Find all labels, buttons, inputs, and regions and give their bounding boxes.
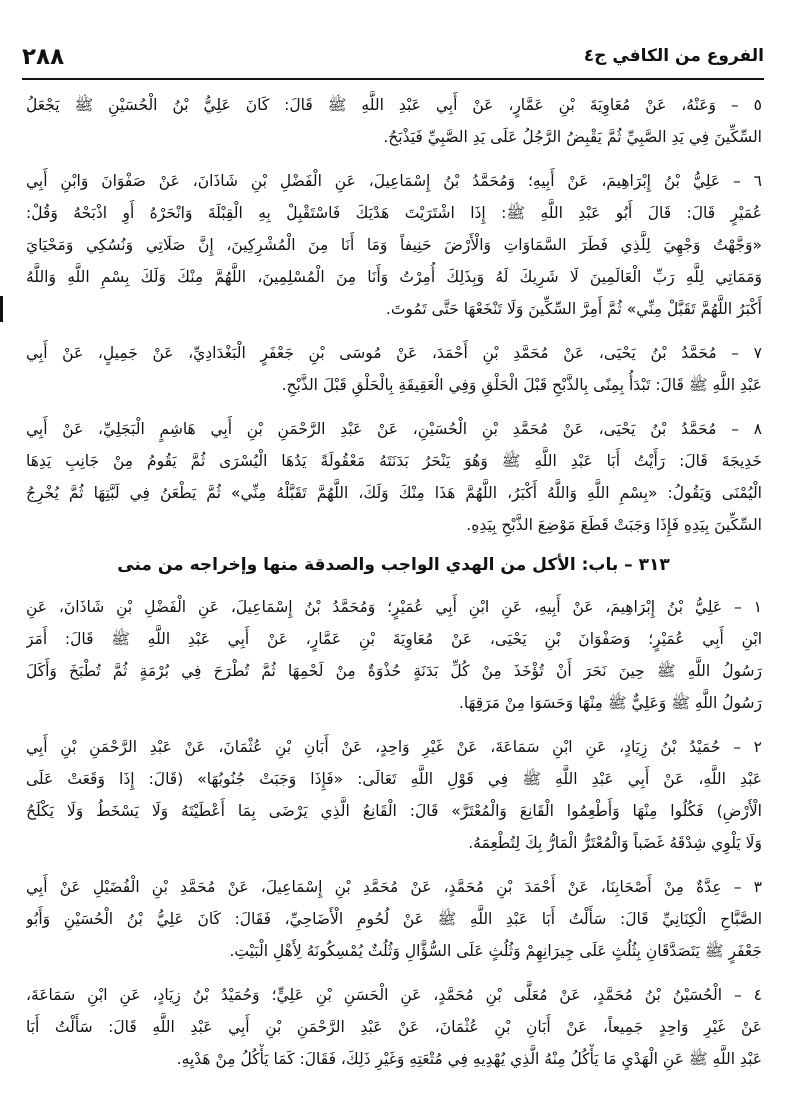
text-line: ٤ – الْحُسَيْنُ بْنُ مُحَمَّدٍ، عَنْ مُعَلَّى بْنِ مُحَمَّدٍ، عَنِ الْحَسَنِ بْنِ عَلِيٍّ؛ وَحُمَيْدُ بْنُ زِيَادٍ، عَنِ ابْنِ سَمَاعَةَ، <box>26 986 762 1004</box>
text-line: رَسُولُ اللَّهِ ﷺ حِينَ نَحَرَ أَنْ تُؤْخَذَ مِنْ كُلِّ بَدَنَةٍ حُذْوَةٌ مِنْ لَحْمِهَا ثُمَّ تُطْرَحَ فِي بُرْمَةٍ ثُمَّ تُطْبَخَ وَأَكَلَ <box>26 662 762 680</box>
chapter-heading: ٣١٣ – باب: الأكل من الهدي الواجب والصدقة منها وإخراجه من منى <box>117 555 670 575</box>
text-line: الْيُمْنَى وَيَقُولُ: «بِسْمِ اللَّهِ وَاللَّهُ أَكْبَرُ، اللَّهُمَّ هَذَا مِنْكَ وَلَكَ، اللَّهُمَّ تَقَبَّلْهُ مِنِّي» ثُمَّ يَطْعَنُ فِي لَبَّتِهَا ثُمَّ يُخْرِجُ <box>26 484 762 502</box>
text-line: ابْنِ أَبِي عُمَيْرٍ؛ وَصَفْوَانَ بْنِ يَحْيَى، عَنْ مُعَاوِيَةَ بْنِ عَمَّارٍ، عَنْ أَبِي عَبْدِ اللَّهِ ﷺ قَالَ: أَمَرَ <box>26 630 762 648</box>
text-line: ١ – عَلِيُّ بْنُ إِبْرَاهِيمَ، عَنْ أَبِيهِ، عَنِ ابْنِ أَبِي عُمَيْرٍ؛ وَمُحَمَّدُ بْنُ إِسْمَاعِيلَ، عَنِ الْفَضْلِ بْنِ شَاذَانَ، عَنِ <box>26 598 762 616</box>
text-line: خَدِيجَةَ قَالَ: رَأَيْتُ أَبَا عَبْدِ اللَّهِ ﷺ وَهُوَ يَنْحَرُ بَدَنَتَهُ مَعْقُولَةً يَدُهَا الْيُسْرَى ثُمَّ يَقُومُ مِنْ جَانِبِ يَدِهَا <box>26 452 762 470</box>
text-line: السِّكِّينَ فِي يَدِ الصَّبِيِّ ثُمَّ يَقْبِضُ الرَّجُلُ عَلَى يَدِ الصَّبِيِّ فَيَذْبَحُ. <box>383 128 762 146</box>
text-line: رَسُولُ اللَّهِ ﷺ وَعَلِيٌّ ﷺ مِنْهَا وَحَسَوَا مِنْ مَرَقِهَا. <box>458 694 762 712</box>
text-line: عَبْدِ اللَّهِ، عَنْ أَبِي عَبْدِ اللَّهِ ﷺ فِي قَوْلِ اللَّهِ تَعَالَى: «فَإِذَا وَجَبَتْ جُنُوبُهَا» (قَالَ: إِذَا وَقَعَتْ عَلَى <box>26 770 762 788</box>
text-line: عَبْدِ اللَّهِ ﷺ قَالَ: تَبْدَأُ بِمِنًى بِالذَّبْحِ قَبْلَ الْحَلْقِ وَفِي الْعَقِيقَةِ بِالْحَلْقِ قَبْلَ الذَّبْحِ. <box>281 376 762 394</box>
text-line: الْأَرْضِ) فَكُلُوا مِنْهَا وَأَطْعِمُوا الْقَانِعَ وَالْمُعْتَرَّ» قَالَ: الْقَانِعُ الَّذِي يَرْضَى بِمَا أَعْطَيْتَهُ وَلَا يَسْخَطُ وَلَا يَكْلَحُ <box>26 802 762 820</box>
text-line: ٥ – وَعَنْهُ، عَنْ مُعَاوِيَةَ بْنِ عَمَّارٍ، عَنْ أَبِي عَبْدِ اللَّهِ ﷺ قَالَ: كَانَ عَلِيُّ بْنُ الْحُسَيْنِ ﷺ يَجْعَلُ <box>26 96 762 114</box>
text-line: السِّكِّينَ بِيَدِهِ فَإِذَا وَجَبَتْ قَطَعَ مَوْضِعَ الذَّبْحِ بِيَدِهِ. <box>466 516 762 534</box>
running-title: الفروع من الكافي ج٤ <box>583 46 764 66</box>
text-line: أَكْبَرُ اللَّهُمَّ تَقَبَّلْ مِنِّي» ثُمَّ أَمِرَّ السِّكِّينَ وَلَا تَنْخَعْهَا حَتَّى تَمُوتَ. <box>385 300 762 318</box>
text-line: الصَّبَّاحِ الْكِنَانِيِّ قَالَ: سَأَلْتُ أَبَا عَبْدِ اللَّهِ ﷺ عَنْ لُحُومِ الْأَضَاحِيِّ، فَقَالَ: كَانَ عَلِيُّ بْنُ الْحُسَيْنِ وَأَبُو <box>26 910 762 928</box>
text-line: ٢ – حُمَيْدُ بْنُ زِيَادٍ، عَنِ ابْنِ سَمَاعَةَ، عَنْ غَيْرِ وَاحِدٍ، عَنْ أَبَانِ بْنِ عُثْمَانَ، عَنْ عَبْدِ الرَّحْمَنِ بْنِ أَبِي <box>26 738 762 756</box>
text-line: ٣ – عِدَّةٌ مِنْ أَصْحَابِنَا، عَنْ أَحْمَدَ بْنِ مُحَمَّدٍ، عَنْ مُحَمَّدِ بْنِ إِسْمَاعِيلَ، عَنْ مُحَمَّدِ بْنِ الْفُضَيْلِ عَنْ أَبِي <box>26 878 762 896</box>
text-line: عُمَيْرٍ قَالَ: قَالَ أَبُو عَبْدِ اللَّهِ ﷺ: إِذَا اشْتَرَيْتَ هَدْيَكَ فَاسْتَقْبِلْ بِهِ الْقِبْلَةَ وَانْحَرْهُ أَوِ اذْبَحْهُ وَقُلْ: <box>26 204 762 222</box>
text-line: ٨ – مُحَمَّدُ بْنُ يَحْيَى، عَنْ مُحَمَّدِ بْنِ الْحُسَيْنِ، عَنْ عَبْدِ الرَّحْمَنِ بْنِ أَبِي هَاشِمٍ الْبَجَلِيِّ، عَنْ أَبِي <box>26 420 762 438</box>
text-line: ٦ – عَلِيُّ بْنُ إِبْرَاهِيمَ، عَنْ أَبِيهِ؛ وَمُحَمَّدُ بْنُ إِسْمَاعِيلَ، عَنِ الْفَضْلِ بْنِ شَاذَانَ، عَنْ صَفْوَانَ وَابْنِ أَبِي <box>26 172 762 190</box>
margin-mark <box>0 296 3 322</box>
text-line: ٧ – مُحَمَّدُ بْنُ يَحْيَى، عَنْ مُحَمَّدِ بْنِ أَحْمَدَ، عَنْ مُوسَى بْنِ جَعْفَرٍ الْبَغْدَادِيِّ، عَنْ جَمِيلٍ، عَنْ أَبِي <box>26 344 762 362</box>
text-line: جَعْفَرٍ ﷺ يَتَصَدَّقَانِ بِثُلُثٍ عَلَى جِيرَانِهِمْ وَثُلُثٍ عَلَى السُّؤَّالِ وَثُلُثٌ يُمْسِكُونَهُ لِأَهْلِ الْبَيْتِ. <box>229 942 762 960</box>
text-line: عَنْ غَيْرِ وَاحِدٍ جَمِيعاً، عَنْ أَبَانِ بْنِ عُثْمَانَ، عَنْ عَبْدِ الرَّحْمَنِ بْنِ أَبِي عَبْدِ اللَّهِ قَالَ: سَأَلْتُ أَبَا <box>26 1018 762 1036</box>
text-line: وَلَا يَلْوِي شِدْقَهُ غَضَباً وَالْمُعْتَرُّ الْمَارُّ بِكَ لِتُطْعِمَهُ. <box>468 834 762 852</box>
header-divider <box>22 78 764 80</box>
text-line: عَبْدِ اللَّهِ ﷺ عَنِ الْهَدْيِ مَا يَأْكُلُ مِنْهُ الَّذِي يُهْدِيهِ فِي مُتْعَتِهِ وَغَيْرِ ذَلِكَ، فَقَالَ: كَمَا يَأْكُلُ مِنْ هَدْيِهِ. <box>176 1050 762 1068</box>
text-line: وَمَمَاتِي لِلَّهِ رَبِّ الْعَالَمِينَ لَا شَرِيكَ لَهُ وَبِذَلِكَ أُمِرْتُ وَأَنَا مِنَ الْمُسْلِمِينَ، اللَّهُمَّ مِنْكَ وَلَكَ بِسْمِ اللَّهِ وَاللَّهُ <box>26 268 762 286</box>
page-number: ٢٨٨ <box>22 44 65 70</box>
text-line: «وَجَّهْتُ وَجْهِيَ لِلَّذِي فَطَرَ السَّمَاوَاتِ وَالْأَرْضَ حَنِيفاً وَمَا أَنَا مِنَ الْمُشْرِكِينَ، إِنَّ صَلَاتِي وَنُسُكِي وَمَحْيَايَ <box>26 236 762 254</box>
page-header <box>22 44 764 74</box>
